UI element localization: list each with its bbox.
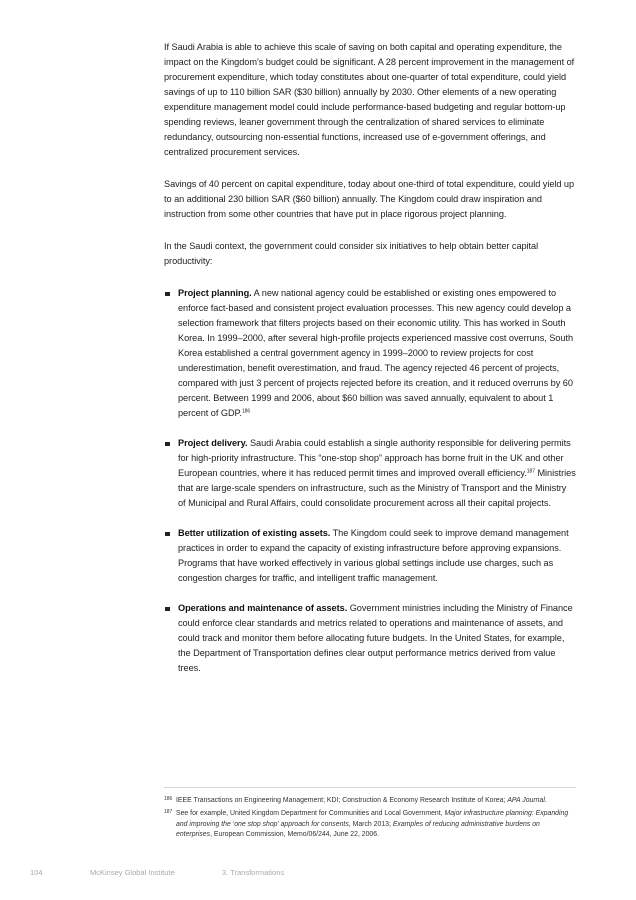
- footnote-italic-text: Examples of reducing administrative burdens on enterprises: [176, 820, 540, 839]
- footnote-ref: 186: [241, 408, 251, 415]
- bullet-title: Operations and maintenance of assets.: [178, 603, 348, 613]
- square-bullet-icon: [165, 292, 170, 297]
- footnote-italic-text: APA Journal: [507, 797, 545, 804]
- list-item: [164, 526, 576, 586]
- footnote-ref: 187: [526, 468, 535, 475]
- footnotes: [164, 787, 576, 843]
- list-item: [164, 286, 576, 421]
- footnote: [164, 796, 576, 807]
- footnote-text: See for example, United Kingdom Department for Communities and Local Government,: [176, 809, 445, 817]
- list-item: [164, 601, 576, 676]
- page-number: 104: [30, 868, 43, 877]
- footnote-number: 186: [164, 796, 173, 802]
- square-bullet-icon: [165, 607, 170, 612]
- footnote-number: 187: [164, 808, 173, 815]
- initiatives-list: [164, 286, 576, 676]
- list-item: [164, 436, 576, 511]
- bullet-title: Better utilization of existing assets.: [178, 528, 331, 538]
- bullet-title: Project delivery.: [178, 438, 248, 448]
- body-paragraph: In the Saudi context, the government could consider six initiatives to help obtain better capital productivity:: [164, 241, 539, 266]
- bullet-text-continued: Ministries that are large-scale spenders on infrastructure, such as the Ministry of Transport and the Ministry of Municipal and Rural Affairs, could consolidate procurement across all their capital projects.: [178, 468, 576, 508]
- publisher-name: McKinsey Global Institute: [90, 868, 175, 877]
- footnote-italic-text: Major infrastructure planning: Expanding and improving the ‘one stop shop’ approach for consents: [176, 809, 569, 828]
- body-paragraph: If Saudi Arabia is able to achieve this scale of saving on both capital and operating expenditure, the impact on the Kingdom’s budget could be significant. A 28 percent improvement in the management of procurement expenditure, which today constitutes about one-quarter of total expenditure, could yield savings of up to 110 billion SAR ($30 billion) annually by 2030. Other elements of a new operating expenditure management model could include performance-based budgeting and regular bottom-up spending reviews, leaner government through the centralization of shared services to eliminate redundancy, outsourcing non-essential functions, increased use of e-government offerings, and centralized procurement services.: [164, 42, 575, 157]
- bullet-text: A new national agency could be established or existing ones empowered to enforce fact-based and consistent project evaluation processes. This new agency could develop a selection framework that filters projects based on their economic utility. This has worked in South Korea. In 1999–2000, after several high-profile projects experienced massive cost overruns, South Korea established a central government agency in 1999–2000 to review projects for cost underestimation, benefit overestimation, and fraud. The agency rejected 46 percent of projects, compared with just 3 percent of projects rejected before its creation, and it reduced overruns by 60 percent. Between 1999 and 2006, about $60 billion was saved annually, equivalent to about 1 percent of GDP.: [178, 288, 574, 418]
- bullet-title: Project planning.: [178, 288, 252, 298]
- footnote-text: .: [544, 797, 547, 804]
- bullet-text: Saudi Arabia could establish a single authority responsible for delivering permits for high-priority infrastructure. This “one-stop shop” approach has borne fruit in the UK and other European countries, where it has reduced permit times and improved overall efficiency.: [178, 438, 571, 478]
- main-content: [164, 40, 576, 691]
- footnote-text: , European Commission, Memo/06/244, June 22, 2006.: [210, 831, 380, 839]
- body-paragraph: Savings of 40 percent on capital expenditure, today about one-third of total expenditure, could yield up to an additional 230 billion SAR ($60 billion) annually. The Kingdom could draw inspiration and instruction from some other countries that have put in place rigorous project planning.: [164, 179, 575, 219]
- square-bullet-icon: [165, 442, 170, 447]
- square-bullet-icon: [165, 532, 170, 537]
- bullet-text: The Kingdom could seek to improve demand management practices in order to expand the capacity of existing infrastructure before approving expansions. Programs that have worked effectively in various global settings include use charges, such as congestion charges for traffic, and intelligent traffic management.: [178, 528, 569, 583]
- footnote: [164, 809, 576, 841]
- footnote-text: , March 2013;: [348, 820, 393, 828]
- bullet-text: Government ministries including the Ministry of Finance could enforce clear standards and metrics related to operations and maintenance of assets, and could track and monitor them before allocating future budgets. In the United States, for example, the Department of Transportation defines clear output performance metrics derived from value trees.: [178, 603, 573, 673]
- footnote-text: IEEE Transactions on Engineering Management; KDI; Construction & Economy Research Institute of Korea;: [176, 797, 508, 804]
- section-name: 3. Transformations: [222, 868, 285, 877]
